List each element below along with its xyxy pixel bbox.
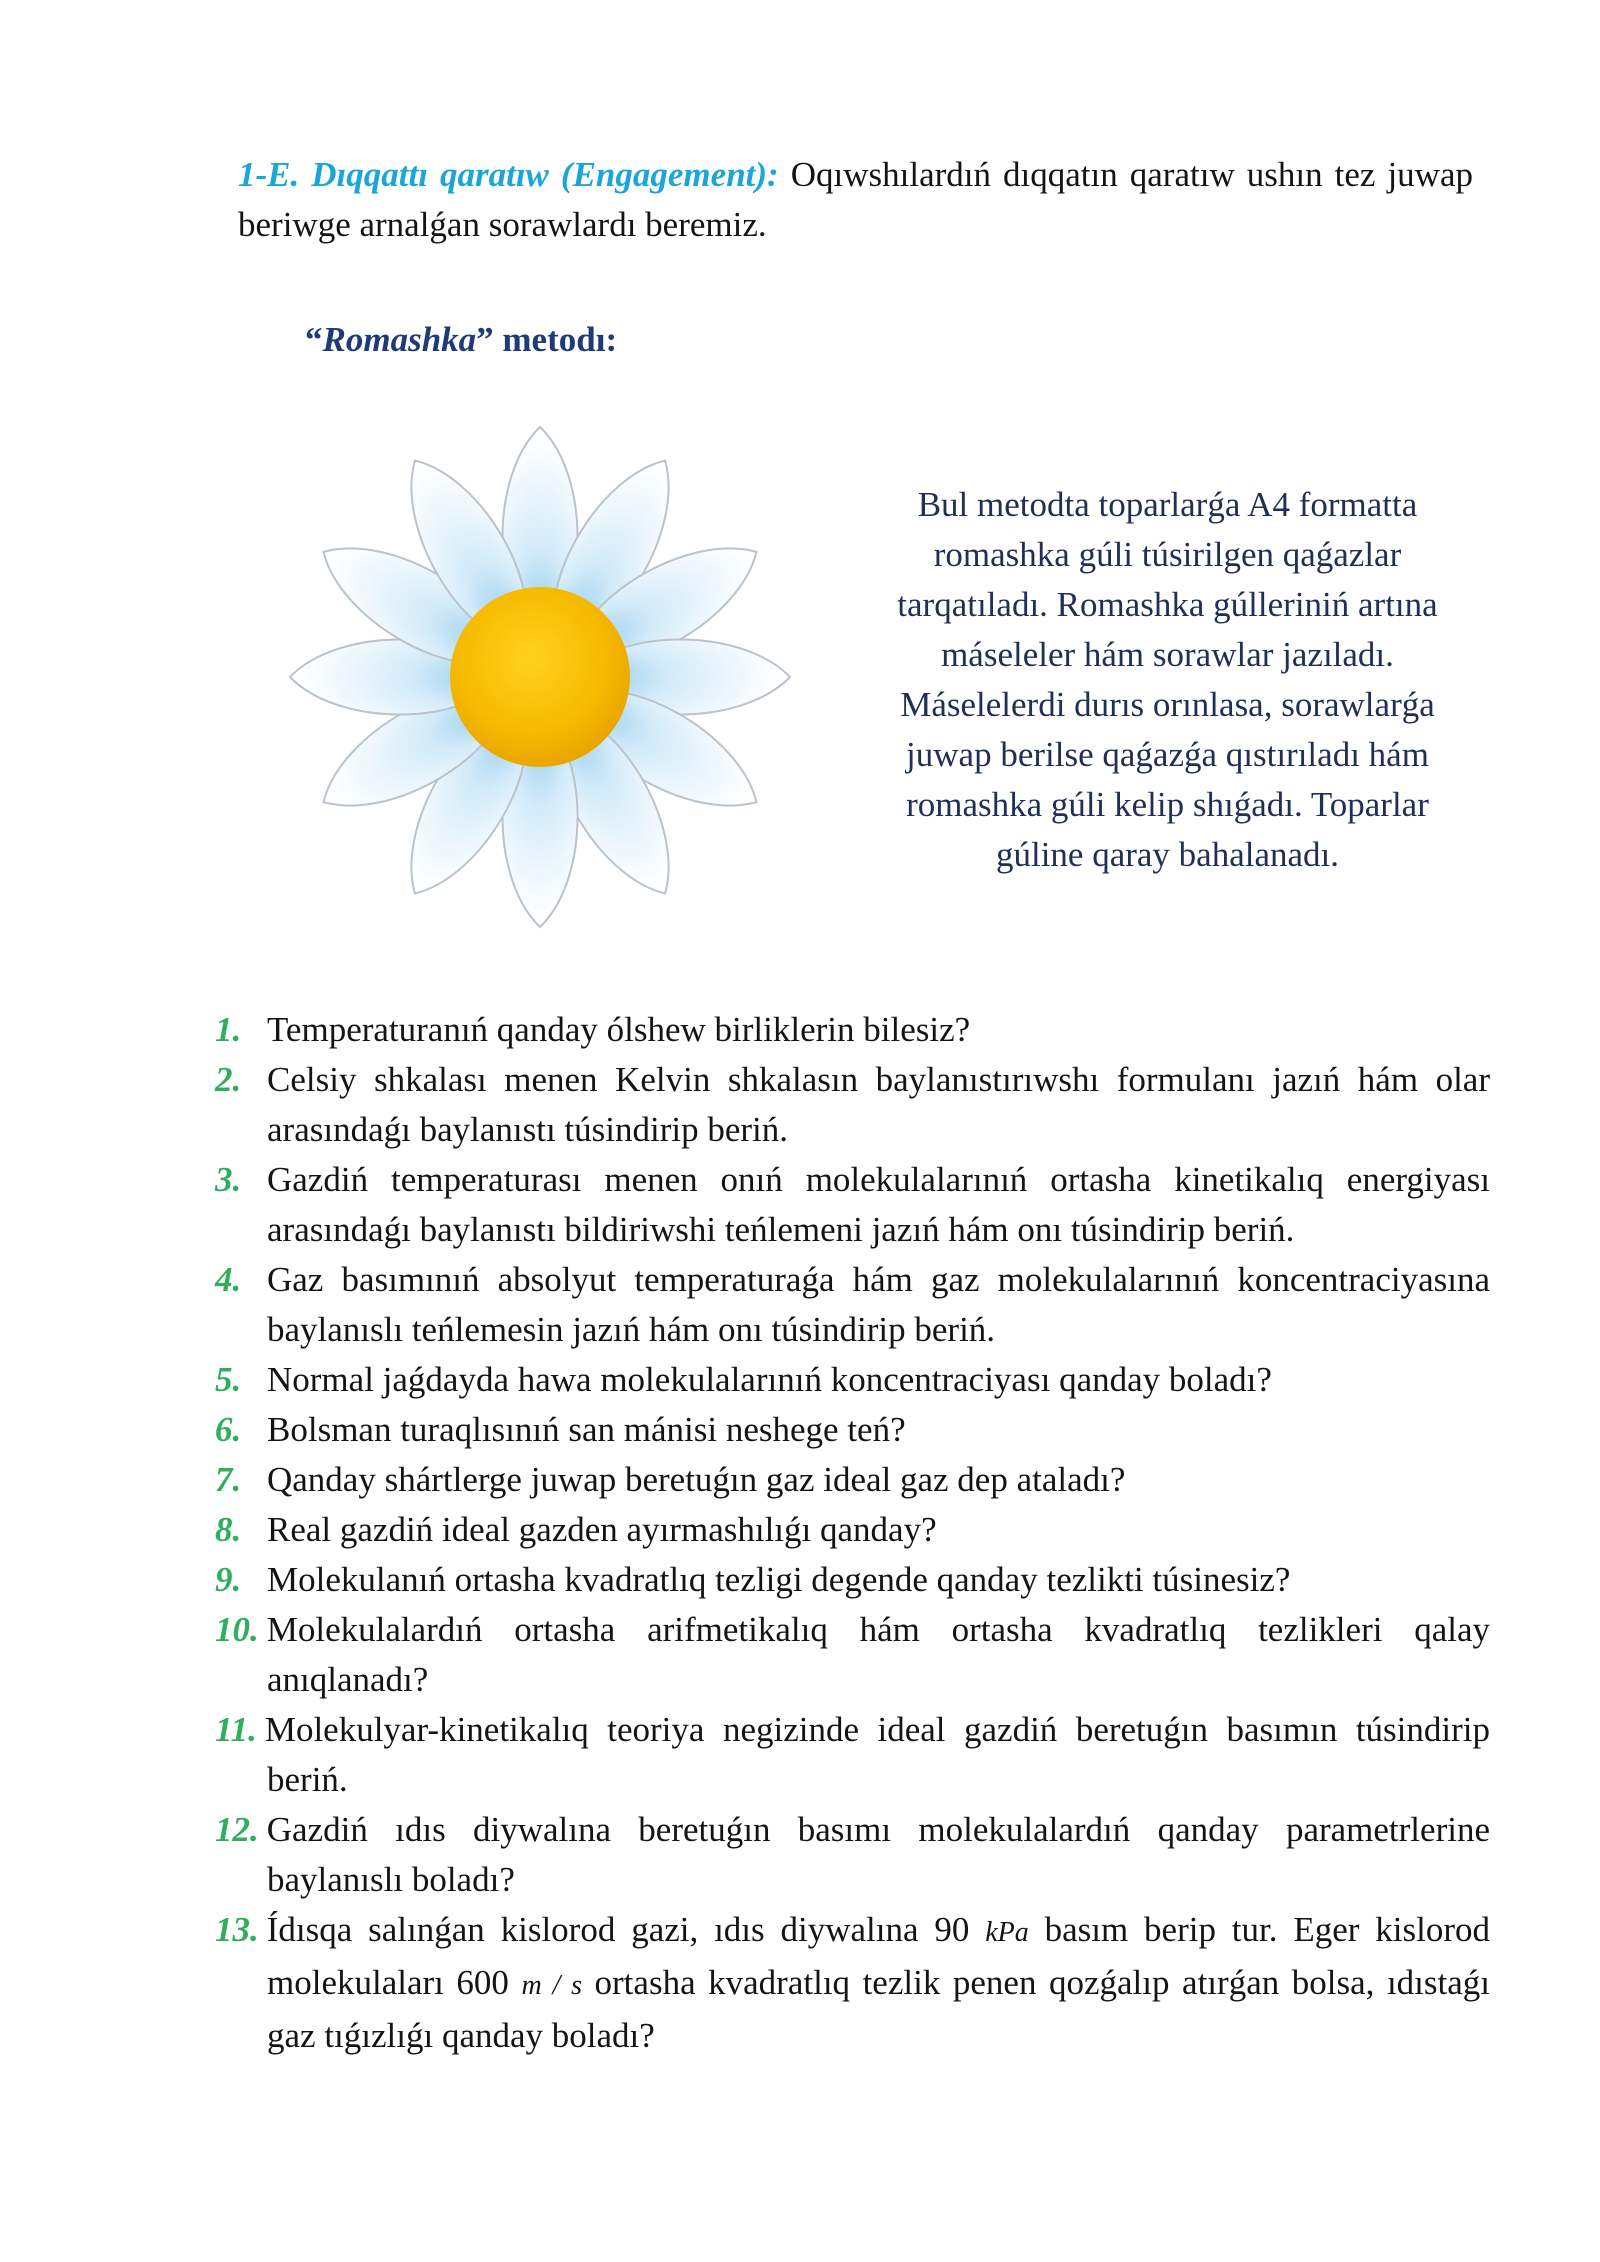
method-description: Bul metodta toparlarǵa A4 formatta romashka gúli túsirilgen qaǵazlar tarqatıladı. Romashka gúlleriniń artına máseleler hám sorawlar jazıladı. Máselelerdi durıs orınlasa, sorawlarǵa juwap berilse qaǵazǵa qıstırıladı hám romashka gúli kelip shıǵadı. Toparlar gúline qaray bahalanadı. [897,485,1438,874]
question-item: 2. Celsiy shkalası menen Kelvin shkalasın baylanıstırıwshı formulanı jazıń hám olar arasındaǵı baylanıstı túsindirip beriń. [215,1060,1490,1149]
unit-mps: m / s [521,1970,582,2001]
question-item: 1. Temperaturanıń qanday ólshew birliklerin bilesiz? [215,1010,971,1049]
intro-text: Oqıwshılardıń dıqqatın qaratıw ushın tez juwap beriwge arnalǵan sorawlardı beremiz. [238,155,1473,244]
method-title: “Romashka” metodı: [305,320,618,359]
chamomile-flower-illustration [285,415,795,945]
question-item: 4. Gaz basımınıń absolyut temperaturaǵa hám gaz molekulalarınıń koncentraciyasına baylanıslı teńlemesin jazıń hám onı túsindirip beriń. [215,1260,1490,1349]
question-item: 11. Molekulyar-kinetikalıq teoriya negizinde ideal gazdiń beretuǵın basımın túsindirip beriń. [215,1710,1490,1799]
unit-kpa: kPa [985,1917,1029,1948]
question-item: 13. Ídısqa salınǵan kislorod gazi, ıdıs diywalına 90 kPa basım berip tur. Eger kislorod molekulaları 600 m / s ortasha kvadratlıq tezlik penen qozǵalıp atırǵan bolsa, ıdıstaǵı gaz tıǵızlıǵı qanday boladı? [215,1910,1490,2055]
question-item: 3. Gazdiń temperaturası menen onıń molekulalarınıń ortasha kinetikalıq energiyası arasındaǵı baylanıstı bildiriwshi teńlemeni jazıń hám onı túsindirip beriń. [215,1160,1490,1249]
question-item: 12. Gazdiń ıdıs diywalına beretuǵın basımı molekulalardıń qanday parametrlerine baylanıslı boladı? [215,1810,1490,1899]
question-item: 6. Bolsman turaqlısınıń san mánisi neshege teń? [215,1410,906,1449]
engagement-lead: 1-E. Dıqqattı qaratıw (Engagement): [238,155,779,194]
question-item: 8. Real gazdiń ideal gazden ayırmashılıǵı qanday? [215,1510,937,1549]
question-item: 7. Qanday shártlerge juwap beretuǵın gaz ideal gaz dep ataladı? [215,1460,1126,1499]
question-list [215,1005,1490,2061]
method-name: Romashka [322,320,477,359]
question-item: 5. Normal jaǵdayda hawa molekulalarınıń koncentraciyası qanday boladı? [215,1360,1272,1399]
intro-paragraph [238,150,1473,250]
question-item: 9. Molekulanıń ortasha kvadratlıq tezligi degende qanday tezlikti túsinesiz? [215,1560,1291,1599]
flower-center [450,587,630,767]
question-item: 10. Molekulalardıń ortasha arifmetikalıq hám ortasha kvadratlıq tezlikleri qalay anıqlanadı? [215,1610,1490,1699]
